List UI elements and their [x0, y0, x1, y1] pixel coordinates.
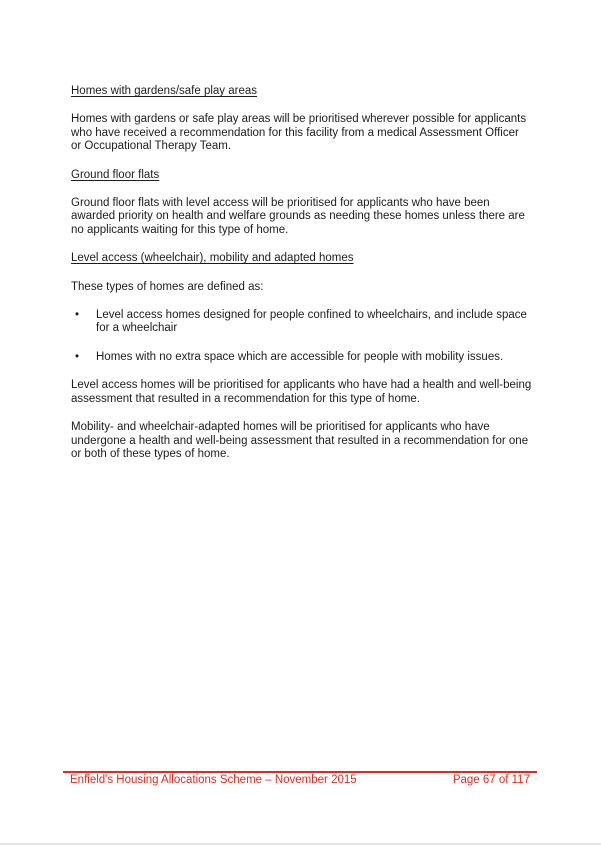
bullet-icon: •	[75, 350, 80, 363]
list-item-text: Level access homes designed for people confined to wheelchairs, and include space for a wheelchair	[96, 309, 527, 335]
footer-document-title: Enfield's Housing Allocations Scheme – November 2015	[70, 774, 357, 786]
section-heading-ground-floor: Ground floor flats	[71, 168, 160, 181]
list-item-text: Homes with no extra space which are accessible for people with mobility issues.	[96, 350, 504, 363]
paragraph-adapted-priority: Mobility- and wheelchair-adapted homes will be prioritised for applicants who have undergone a health and well-being assessment that resulted in a recommendation for one or both of these types of home.	[71, 421, 529, 460]
document-content	[71, 85, 532, 476]
list-item-wheelchair-homes	[71, 309, 532, 336]
footer-row	[63, 773, 537, 787]
section-heading-gardens: Homes with gardens/safe play areas	[71, 85, 258, 97]
paragraph-gardens: Homes with gardens or safe play areas will be prioritised wherever possible for applicants who have received a recommendation for this facility from a medical Assessment Officer or Occupational Therapy Team.	[71, 113, 527, 153]
footer-page-number: Page 67 of 117	[452, 774, 530, 786]
page-bottom-edge	[0, 843, 601, 845]
page-footer	[63, 771, 537, 787]
paragraph-ground-floor: Ground floor flats with level access will be prioritised for applicants who have been awarded priority on health and welfare grounds as needing these homes unless there are no applicants waiting for this type of home.	[71, 197, 525, 236]
bullet-icon: •	[75, 309, 80, 322]
paragraph-level-access-priority: Level access homes will be prioritised for applicants who have had a health and well-being assessment that resulted in a recommendation for this type of home.	[71, 379, 532, 405]
paragraph-defined-as: These types of homes are defined as:	[71, 280, 264, 293]
section-heading-level-access: Level access (wheelchair), mobility and adapted homes	[71, 252, 354, 265]
list-item-mobility-homes	[71, 351, 532, 364]
